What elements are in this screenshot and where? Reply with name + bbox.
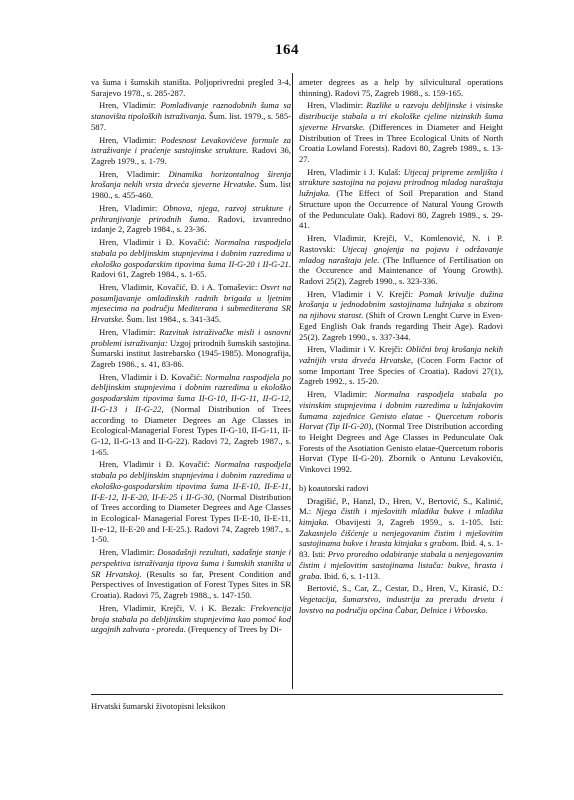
entry-author: Hren, Vladimir, Kovačić, Đ. i A. Tomaševic: <box>99 281 261 292</box>
entry-author: Hren, Vladimir: <box>307 389 375 400</box>
entry-author: Hren, Vladimir: <box>307 100 367 111</box>
section-heading: b) koautorski radovi <box>299 482 369 493</box>
entry-author: Dragišić, P., Hanzl, D., Hren, V., Bertović, S., Kalinić, M.: <box>299 495 503 517</box>
entry-author: Hren, Vladimir i Đ. Kovačić: <box>99 459 215 470</box>
entry-author: Hren, Vladimir i J. Kulaš: <box>307 166 404 177</box>
entry-title: Zakasnjelo čišćenje u nenjegovanim čistim i mješovitim sastojinama bukve i hrasta kitnjaka s grabom. <box>299 527 503 549</box>
entry-author: Hren, Vladimir, Krejči, V., Komlenović, N. i P. Rastovski: <box>299 233 503 254</box>
entry-title: Podesnost Levakovićeve formule za istraživanje i praćenje sastojinske strukture. <box>91 134 291 156</box>
entry-title: Utjecaj gnojenja na pojavu i održavanje mladog naraštaja jele. <box>299 243 504 265</box>
entry-title: Vegetacija, šumarstvo, industrija za preradu drveta i lovstvo na području općina Čabar, Delnice i Vrbovsko. <box>299 594 503 615</box>
entry-title: Razvitak istraživačke misli i osnovni problemi istraživanja: <box>91 326 291 348</box>
entry-title: Osvrt na posumljavanje omladinskih radnih brigada u ljetnim mjesecima na području Mediterana i submediterana SR Hrvatske. <box>91 281 291 325</box>
entry-title: Normalna raspodjela stabala po debljinskim stupnjevima i dobnim razredima u ekološko gospodarskim tipovima šuma II-G-20 i II-G-21. <box>91 237 291 269</box>
bibliography-entry <box>299 167 503 231</box>
page-number: 164 <box>275 42 299 58</box>
bibliography-entry <box>91 372 291 458</box>
bibliography-entry <box>91 327 291 370</box>
entry-details: (Cocen Form Factor of some Important Tree Species of Croatia). Radovi 27(1), Zagreb 1992., s. 15-20. <box>299 354 503 387</box>
entry-title: Dosadašnji rezultati, sadašnje stanje i perspektiva istraživanja tipova šuma i šumskih staništa u SR Hrvatskoj. <box>91 547 291 579</box>
bibliography-entry <box>91 459 291 545</box>
entry-details: Radovi 36, Zagreb 1979., s. 1-79. <box>91 145 291 167</box>
bibliography-entry <box>299 344 503 387</box>
bibliography-entry <box>91 237 291 280</box>
entry-details: Obavijesti 3, Zagreb 1959., s. 1-105. Isti: <box>328 517 503 528</box>
bibliography-entry <box>299 496 503 582</box>
bibliography-entry <box>91 282 291 325</box>
entry-title: Pomak krivulje dužina krošanja u jednodobnim sastojinama lužnjaka s obzirom na njihovu starost. <box>299 288 503 321</box>
bibliography-entry <box>91 169 291 201</box>
entry-author: Bertović, S., Car, Z., Cestar, D., Hren, V., Kirasić, D.: <box>307 583 503 594</box>
entry-details: (Normal Distribution of Trees according to Diameter Degrees and Age Classes in Ecological- Managerial Forest Types II-E-10, II-E-11, II-e-12, II-E-20 and I-E-25.). Radovi 74, Zagreb 1987., s. 1-50. <box>91 491 291 545</box>
left-column <box>91 77 291 637</box>
entry-author: Hren, Vladimir: <box>99 202 163 213</box>
entry-details: Uzgoj prirodnih šumskih sastojina. Šumarski institut Jastrebarsko (1945-1985). Monografija, Zagreb 1986., s. 41, 83-86. <box>91 337 292 369</box>
bibliography-entry <box>91 203 291 235</box>
entry-title: Razlike u razvoju debljinske i visinske distribucije stabala u tri ekološke cjeline nizinskih šuma sjeverne Hrvatske. <box>299 100 503 132</box>
entry-details: Šum. list. 1979., s. 585-587. <box>91 111 292 132</box>
entry-details: Ibid. 4, s. 1-83. Isti: <box>299 538 503 560</box>
entry-details: va šuma i šumskih staništa. Poljoprivredni pregled 3-4, Sarajevo 1978., s. 285-287. <box>91 77 291 98</box>
bibliography-entry <box>91 135 291 167</box>
bibliography-entry <box>299 100 503 164</box>
entry-author: Hren, Vladimir: <box>99 134 161 145</box>
footer-text: Hrvatski šumarski životopisni leksikon <box>91 701 226 711</box>
entry-author: Hren, Vladimir i V. Krejči: <box>307 344 406 355</box>
entry-author: Hren, Vladimir, Krejči, V. i K. Bezak: <box>99 602 251 613</box>
entry-details: (The Effect of Soil Preparation and Stand Structure upon the Occurrence of Natural Young Growth of the Pedunculate Oak). Radovi 80, Zagreb 1989., s. 29-41. <box>299 188 503 231</box>
bibliography-entry <box>91 77 291 98</box>
entry-title: Utjecaj pripreme zemljišta i strukture sastojina na pojavu prirodnog mladog naraštaja lužnjaka. <box>299 166 503 199</box>
entry-author: Hren, Vladimir: <box>99 547 158 558</box>
entry-details: Šum. list 1980., s. 455-460. <box>91 179 291 201</box>
bibliography-entry <box>299 583 503 615</box>
footer-divider <box>91 694 503 695</box>
entry-title: Njega čistih i mješovitih mladika bukve i mladika kitnjaka. <box>299 506 503 528</box>
entry-author: Hren, Vladimir: <box>99 168 169 179</box>
entry-details: (Normal Tree Distribution according to Height Degrees and Age Classes in Pedunculate Oak Forests of the Asotiation Genisto elatae-Quercetum roboris Horvat (Type II-G-20). Zbornik o Antunu Levakoviću, Vinkovci 1992. <box>299 421 503 475</box>
entry-title: Obnova, njega, razvoj strukture i prihranjivanje prirodnih šuma. <box>91 202 291 224</box>
bibliography-entry <box>299 77 503 98</box>
entry-title: Frekvencija broja stabala po debljinskim stupnjevima kao pomoć kod uzgojnih zahvata - proreda. <box>91 602 291 635</box>
entry-title: Dinamika horizontalnog širenja krošanja nekih vrsta drveća sjeverne Hrvatske. <box>91 168 292 190</box>
entry-title: Normalna raspodjela stabala po visinskim stupnjevima i dobnim razredima u lužnjakovim šumama zajednice Genisto elatae - Quercetum roboris Horvat (Tip II-G-20), <box>299 389 504 432</box>
entry-author: Hren, Vladimir: <box>99 100 161 111</box>
entry-details: (The Influence of Fertilisation on the Occurence and Maintenance of Young Growth). Radovi 25(2), Zagreb 1990., s. 323-336. <box>299 254 503 286</box>
entry-details: Radovi 61, Zagreb 1984., s. 1-65. <box>91 269 207 280</box>
bibliography-entry <box>299 233 503 287</box>
entry-author: Hren, Vladimir i Đ. Kovačić: <box>99 371 206 382</box>
bibliography-entry <box>299 389 503 475</box>
entry-author: Hren, Vladimir i Đ. Kovačić: <box>99 237 215 248</box>
column-divider <box>292 73 293 689</box>
bibliography-entry <box>91 603 291 635</box>
entry-details: (Frequency of Trees by Di- <box>185 624 282 635</box>
entry-title: Prvo proredno odabiranje stabala u nenjegovanim čistim i mješovitim sastojinama listača: bukve, hrasta i graba. <box>299 549 503 581</box>
entry-title: Oblični broj krošanja nekih važnijih vrsta drveća Hrvatske, <box>299 344 503 365</box>
entry-title: Normalna raspodjela po debljinskim stupnjevima i dobnim razredima u ekološko gospodarskim tipovima šuma II-G-10, II-G-11, II-G-12, II-G-13 i II-G-22, <box>91 371 292 414</box>
entry-author: Hren, Vladimir: <box>99 326 160 337</box>
entry-details: (Shift of Crown Lenght Curve in Even-Eged English Oak frands regarding Their Age). Radovi 25(2). Zagreb 1990., s. 337-344. <box>299 310 503 342</box>
entry-details: (Differences in Diameter and Height Distribution of Trees in Three Ecological Units of North Croatia Lowland Forests). Radovi 80, Zagreb 1989., s. 13-27. <box>299 121 503 165</box>
entry-details: Šum. list 1984., s. 341-345. <box>124 314 222 325</box>
bibliography-entry <box>91 100 291 132</box>
bibliography-entry <box>299 289 503 343</box>
bibliography-entry <box>91 547 291 601</box>
entry-details: Radovi, izvanredno izdanje 2, Zagreb 1984., s. 23-36. <box>91 213 292 235</box>
right-column <box>299 77 503 618</box>
entry-details: Ibid. 6, s. 1-113. <box>321 570 381 581</box>
entry-title: Pomlađivanje raznodobnih šuma sa stanovišta tipoloških istraživanja. <box>91 100 291 122</box>
entry-author: Hren, Vladimir i V. Krejči: <box>307 288 419 299</box>
entry-details: ameter degrees as a help by silvicultural operations thinning). Radovi 75, Zagreb 1988., s. 159-165. <box>299 77 503 98</box>
entry-details: (Results so far, Present Condition and Perspectives of Investigation of Forest Types Sites in SR Croatia). Radovi 75, Zagreb 1988., s. 147-150. <box>91 568 291 601</box>
entry-title: Normalna raspodjela stabala po debljinskim stupnjevima i dobnim razredima u ekološko-gospodarskim tipovima šuma II-E-10, II-E-11, II-E-12, II-E-20, II-E-25 i II-G-30, <box>91 459 291 502</box>
entry-details: (Normal Distribution of Trees according to Diameter Degrees an Age Classes in Ecological-Managerial Forest Types II-G-10, II-G-11, II-G-12, II-G-13 and II-G-22). Radovi 72, Zagreb 1987., s. 1-65. <box>91 403 292 457</box>
